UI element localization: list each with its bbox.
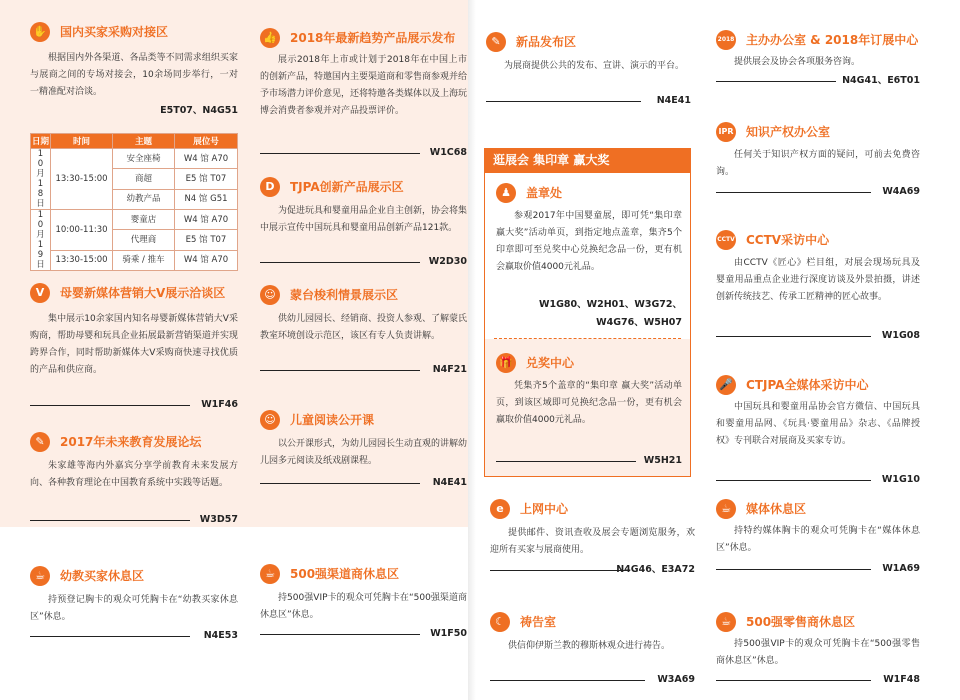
section-title: CCTV采访中心 [746,233,830,247]
cctv-icon: CCTV [716,230,736,250]
section-title: TJPA创新产品展示区 [290,180,404,194]
section-desc: 由CCTV《匠心》栏目组，对展会现场玩具及婴童用品重点企业进行深度访谈及外景拍摄，讲述创新传统技艺、传承工匠精神的匠心故事。 [716,258,920,302]
table-row [31,149,238,169]
prayer-icon: ☾ [490,612,510,632]
booth-code: N4E53 [203,630,238,641]
section-preschool-buyer-lounge [30,566,238,646]
booth-code: N4G46、E3A72 [616,564,695,575]
topic-cell: 幼教产品 [113,189,175,209]
section-title: 祷告室 [520,615,557,629]
section-stamp-desk [496,183,682,333]
divider-line [260,153,420,154]
stamp-event-banner: 逛展会 集印章 赢大奖 [484,148,691,173]
divider-line [716,336,871,337]
section-domestic-buyers [30,22,238,124]
divider-line [490,680,645,681]
divider-line [30,636,190,637]
section-desc: 持500强VIP卡的观众可凭胸卡在“500强零售商休息区”休息。 [716,639,920,666]
booth-cell: E5 馆 T07 [175,230,238,250]
section-desc: 提供展会及协会各项服务咨询。 [734,57,861,67]
booth-code: N4E41 [656,95,691,106]
microphone-icon: 🎤 [716,375,736,395]
section-desc: 提供邮件、资讯查收及展会专题浏览服务，欢迎所有买家与展商使用。 [490,528,695,555]
section-title: 媒体休息区 [746,502,807,516]
col-header-booth: 展位号 [175,134,238,149]
section-top500-channel-lounge [260,564,467,644]
section-title: 幼教买家休息区 [60,569,145,583]
section-media-lounge [716,499,920,579]
booth-code: W1A69 [882,563,920,574]
section-prayer-room [490,612,695,692]
reading-icon: ☺ [260,410,280,430]
coffee-cup-icon: ☕ [260,564,280,584]
booth-code: W4A69 [882,186,920,197]
time-cell: 10:00-11:30 [51,210,113,251]
coffee-cup-icon: ☕ [30,566,50,586]
divider-line [30,405,190,406]
time-cell: 13:30-15:00 [51,149,113,210]
col-header-date: 日期 [31,134,51,149]
section-new-product-launch [486,32,691,108]
topic-cell: 代理商 [113,230,175,250]
divider-line [496,461,636,462]
section-organizer-office [716,30,920,90]
section-title: 2017年未来教育发展论坛 [60,435,202,449]
divider-line [716,480,871,481]
booth-code: W5H21 [643,455,682,466]
section-desc: 根据国内外各渠道、各品类等不同需求组织买家与展商之间的专场对接会，10余场同步举行，一对一精准配对洽谈。 [30,53,238,97]
section-desc: 供信仰伊斯兰教的穆斯林观众进行祷告。 [508,641,671,651]
gift-icon: 🎁 [496,353,516,373]
schedule-table [30,133,238,271]
topic-cell: 婴童店 [113,210,175,230]
section-ip-office [716,122,920,198]
stamp-icon: ♟ [496,183,516,203]
topic-cell: 安全座椅 [113,149,175,169]
section-future-education [30,432,238,526]
section-desc: 以公开课形式，为幼儿园园长生动直观的讲解幼儿园多元阅读及纸戏剧课程。 [260,439,468,466]
coffee-cup-icon: ☕ [716,499,736,519]
time-cell: 13:30-15:00 [51,250,113,270]
section-desc: 为促进玩具和婴童用品企业自主创新，协会将集中展示宣传中国玩具和婴童用品创新产品121款。 [260,206,468,233]
divider-line [716,569,871,570]
section-desc: 持特约媒体胸卡的观众可凭胸卡在“媒体休息区”休息。 [716,526,920,553]
section-title: 兑奖中心 [526,356,575,370]
divider-line [30,520,190,521]
section-kids-reading [260,410,467,490]
section-desc: 朱家雄等海内外嘉宾分享学前教育未来发展方向、各种教育理论在中国教育系统中实践等话题。 [30,461,238,488]
section-desc: 供幼儿园园长、经销商、投资人参观、了解蒙氏教室环境创设示范区，该区有专人负责讲解。 [260,314,468,341]
section-title: CTJPA全媒体采访中心 [746,378,869,392]
section-tjpa-innovation [260,177,467,269]
page-fold [468,0,476,700]
section-desc: 中国玩具和婴童用品协会官方微信、中国玩具和婴童用品网、《玩具·婴童用品》杂志、《品牌授权》专刊联合对展商及买家专访。 [716,402,920,446]
section-desc: 展示2018年上市或计划于2018年在中国上市的创新产品，特邀国内主要渠道商和零售商参观并给予市场潜力评价意见，还将特邀各类媒体以及上海玩博会消费者参观并对产品投票评价。 [260,55,468,116]
d-letter-icon: D [260,177,280,197]
section-title: 主办办公室 & 2018年订展中心 [746,33,919,47]
booth-cell: E5 馆 T07 [175,169,238,189]
montessori-icon: ☺ [260,285,280,305]
section-desc: 参观2017年中国婴童展，即可凭“集印章 赢大奖”活动单页，到指定地点盖章，集齐5个印章即可至兑奖中心兑换纪念品一份，更有机会赢取价值4000元礼品。 [496,211,682,272]
booth-cell: W4 馆 A70 [175,210,238,230]
divider-line [716,680,871,681]
coffee-cup-icon: ☕ [716,612,736,632]
section-title: 知识产权办公室 [746,125,831,139]
booth-code: W1C68 [429,147,467,158]
divider-line [490,570,630,571]
booth-code: W1F48 [883,674,920,685]
section-desc: 为展商提供公共的发布、宣讲、演示的平台。 [504,61,685,71]
section-internet-center [490,499,695,579]
section-title: 新品发布区 [516,35,577,49]
table-row [31,250,238,270]
booth-code-line-2: W4G76、W5H07 [596,317,682,328]
education-icon: ✎ [30,432,50,452]
section-montessori [260,285,467,377]
section-desc: 持500强VIP卡的观众可凭胸卡在“500强渠道商休息区”休息。 [260,593,467,620]
divider-line [486,101,641,102]
booth-code: W1F46 [201,399,238,410]
topic-cell: 商超 [113,169,175,189]
booth-cell: W4 馆 A70 [175,149,238,169]
badge-2018-icon: 2018 [716,30,736,50]
thumbs-up-icon: 👍 [260,28,280,48]
section-desc: 任何关于知识产权方面的疑问，可前去免费咨询。 [716,150,920,177]
section-cctv [716,230,920,344]
section-title: 国内买家采购对接区 [60,25,169,39]
booth-code: N4G41、E6T01 [842,75,920,86]
section-trend-products [260,28,467,160]
divider-line [716,192,871,193]
booth-code: N4F21 [432,364,467,375]
section-title: 500强渠道商休息区 [290,567,400,581]
divider-line [260,262,420,263]
col-header-topic: 主题 [113,134,175,149]
booth-code: N4E41 [432,477,467,488]
section-desc: 持预登记胸卡的观众可凭胸卡在“幼教买家休息区”休息。 [30,595,238,622]
section-title: 盖章处 [526,186,563,200]
booth-code: W3A69 [657,674,695,685]
booth-code: W1G10 [881,474,920,485]
booth-code: W3D57 [199,514,238,525]
date-cell: 10月18日 [31,149,51,210]
section-prize-center [496,353,682,471]
section-title: 上网中心 [520,502,569,516]
section-top500-retail-lounge [716,612,920,692]
section-desc: 集中展示10余家国内知名母婴新媒体营销大V采购商，帮助母婴和玩具企业拓展最新营销渠道并实现跨界合作，同时帮助新媒体大V采购商快速寻找优质的产品和供应商。 [30,314,238,375]
handshake-icon: ✋ [30,22,50,42]
topic-cell: 骑乘 / 推车 [113,250,175,270]
dashed-divider [494,338,681,339]
booth-code: W2D30 [428,256,467,267]
ipr-icon: IPR [716,122,736,142]
booth-code-line-1: W1G80、W2H01、W3G72、 [539,299,682,310]
booth-cell: W4 馆 A70 [175,250,238,270]
section-desc: 凭集齐5个盖章的“集印章 赢大奖”活动单页，到该区域即可兑换纪念品一份，更有机会赢取价值4000元礼品。 [496,381,682,425]
booth-code: W1G08 [881,330,920,341]
section-title: 蒙台梭利情景展示区 [290,288,399,302]
pencil-icon: ✎ [486,32,506,52]
col-header-time: 时间 [51,134,113,149]
booth-cell: N4 馆 G51 [175,189,238,209]
divider-line [716,81,836,82]
section-title: 儿童阅读公开课 [290,413,375,427]
table-row [31,210,238,230]
internet-icon: e [490,499,510,519]
section-title: 2018年最新趋势产品展示发布 [290,31,456,45]
divider-line [260,370,420,371]
booth-code: W1F50 [430,628,467,639]
booth-code: E5T07、N4G51 [160,105,238,116]
section-title: 母婴新媒体营销大V展示洽谈区 [60,286,226,300]
date-cell: 10月19日 [31,210,51,271]
divider-line [260,483,420,484]
section-title: 500强零售商休息区 [746,615,856,629]
section-ctjpa-media [716,375,920,489]
v-letter-icon: V [30,283,50,303]
section-mbaby-media [30,283,238,411]
divider-line [260,634,420,635]
